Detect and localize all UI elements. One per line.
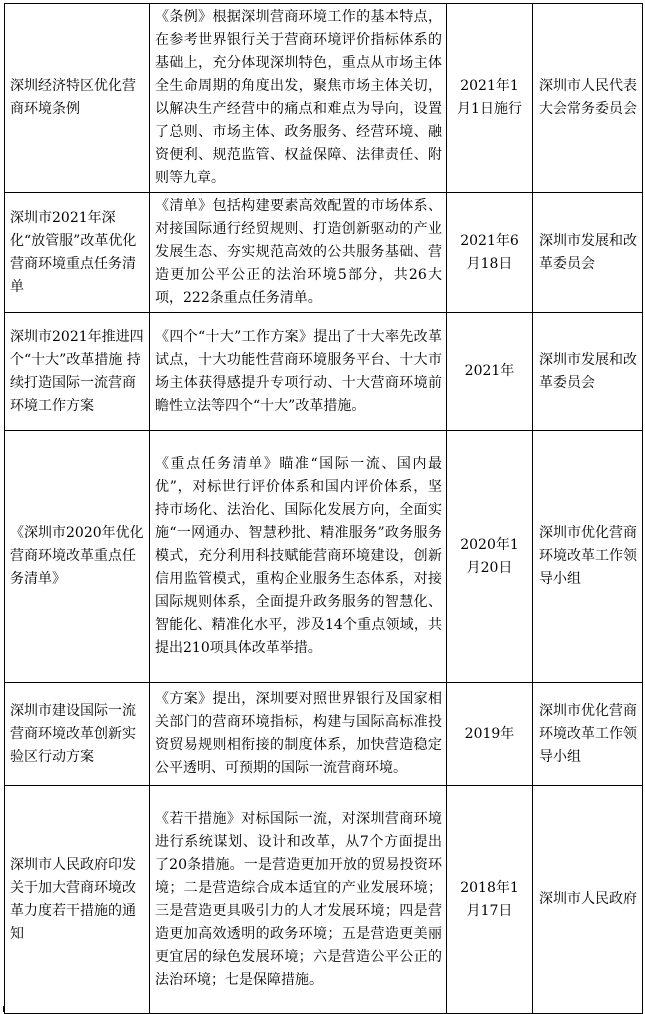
policy-date-cell: 2020年1月20日 [447,431,533,683]
policy-issuer-cell: 深圳市人民代表大会常务委员会 [533,4,643,193]
policy-name-cell: 深圳市2021年推进四个“十大”改革措施 持续打造国际一流营商环境工作方案 [5,313,150,431]
table-row [5,683,643,786]
policy-description-cell: 《重点任务清单》瞄准“国际一流、国内最优”，对标世行评价体系和国内评价体系，坚持市场化、法治化、国际化发展方向，全面实施“一网通办、智慧秒批、精准服务”政务服务模式，充分利用科技赋能营商环境建设，创新信用监管模式，重构企业服务生态体系，对接国际规则体系，全面提升政务服务的智慧化、智能化、精准化水平，涉及14个重点领域，共提出210项具体改革举措。 [150,431,447,683]
policy-date-cell: 2018年1月17日 [447,786,533,1014]
policy-issuer-cell: 深圳市发展和改革委员会 [533,313,643,431]
policy-description-cell: 《方案》提出，深圳要对照世界银行及国家相关部门的营商环境指标，构建与国际高标准投资贸易规则相衔接的制度体系，加快营造稳定公平透明、可预期的国际一流营商环境。 [150,683,447,786]
policy-name-cell: 深圳市建设国际一流营商环境改革创新实验区行动方案 [5,683,150,786]
policy-issuer-cell: 深圳市发展和改革委员会 [533,193,643,313]
table-row [5,313,643,431]
policy-name-cell: 深圳市2021年深化“放管服”改革优化营商环境重点任务清单 [5,193,150,313]
policy-name-cell: 《深圳市2020年优化营商环境改革重点任务清单》 [5,431,150,683]
policy-issuer-cell: 深圳市优化营商环境改革工作领导小组 [533,683,643,786]
policy-description-cell: 《清单》包括构建要素高效配置的市场体系、对接国际通行经贸规则、打造创新驱动的产业发展生态、夯实规范高效的公共服务基础、营造更加公平公正的法治环境5部分，共26大项，222条重点任务清单。 [150,193,447,313]
policy-date-cell: 2021年6月18日 [447,193,533,313]
page-edge-mark [3,1006,5,1012]
policy-date-cell: 2021年 [447,313,533,431]
policy-name-cell: 深圳经济特区优化营商环境条例 [5,4,150,193]
table-row [5,786,643,1014]
table-row [5,4,643,193]
policy-description-cell: 《若干措施》对标国际一流，对深圳营商环境进行系统谋划、设计和改革，从7个方面提出了20条措施。一是营造更加开放的贸易投资环境；二是营造综合成本适宜的产业发展环境；三是营造更具吸引力的人才发展环境；四是营造更加高效透明的政务环境；五是营造更美丽更宜居的绿色发展环境；六是营造公平公正的法治环境；七是保障措施。 [150,786,447,1014]
table-row [5,431,643,683]
policy-issuer-cell: 深圳市人民政府 [533,786,643,1014]
table-row [5,193,643,313]
policy-date-cell: 2019年 [447,683,533,786]
policy-table [4,3,643,1014]
policy-description-cell: 《四个“十大”工作方案》提出了十大率先改革试点，十大功能性营商环境服务平台、十大市场主体获得感提升专项行动、十大营商环境前瞻性立法等四个“十大”改革措施。 [150,313,447,431]
policy-date-cell: 2021年1月1日施行 [447,4,533,193]
policy-description-cell: 《条例》根据深圳营商环境工作的基本特点，在参考世界银行关于营商环境评价指标体系的基础上，充分体现深圳特色，重点从市场主体全生命周期的角度出发，聚焦市场主体关切，以解决生产经营中的痛点和难点为导向，设置了总则、市场主体、政务服务、经营环境、融资便利、规范监管、权益保障、法律责任、附则等九章。 [150,4,447,193]
policy-issuer-cell: 深圳市优化营商环境改革工作领导小组 [533,431,643,683]
policy-name-cell: 深圳市人民政府印发关于加大营商环境改革力度若干措施的通知 [5,786,150,1014]
